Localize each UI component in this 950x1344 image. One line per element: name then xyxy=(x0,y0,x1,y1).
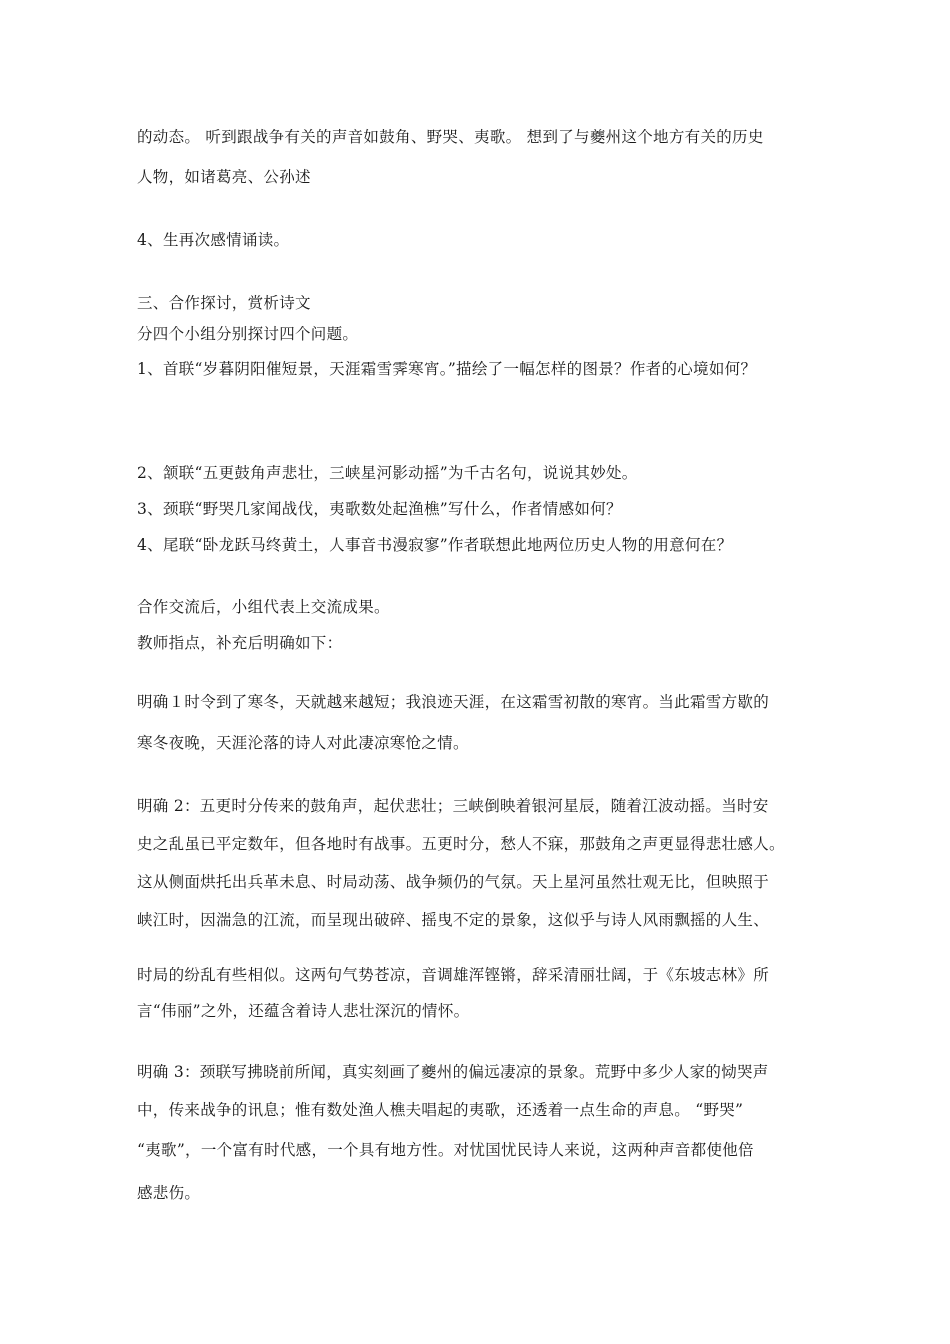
answer-paragraph-line: 中，传来战争的讯息；惟有数处渔人樵夫唱起的夷歌，还透着一点生命的声息。 “野哭” xyxy=(137,1101,744,1119)
text-line: 的动态。 听到跟战争有关的声音如鼓角、野哭、夷歌。 想到了与夔州这个地方有关的历史 xyxy=(137,128,764,146)
answer-paragraph-line: 明确１时令到了寒冬，天就越来越短；我浪迹天涯，在这霜雪初散的寒宵。当此霜雪方歇的 xyxy=(137,693,770,711)
answer-paragraph-line: 史之乱虽已平定数年，但各地时有战事。五更时分，愁人不寐，那鼓角之声更显得悲壮感人。 xyxy=(137,835,785,853)
text-line: 合作交流后，小组代表上交流成果。 xyxy=(137,598,390,616)
answer-paragraph-line: 言“伟丽”之外，还蕴含着诗人悲壮深沉的情怀。 xyxy=(137,1002,470,1020)
answer-paragraph-line: 感悲伤。 xyxy=(137,1184,201,1202)
text-line: 人物，如诸葛亮、公孙述 xyxy=(137,168,311,186)
text-line: 4、生再次感情诵读。 xyxy=(137,231,290,249)
answer-paragraph-line: 这从侧面烘托出兵革未息、时局动荡、战争频仍的气氛。天上星河虽然壮观无比，但映照于 xyxy=(137,873,770,891)
section-heading: 三、合作探讨，赏析诗文 xyxy=(137,294,311,312)
text-line: 教师指点，补充后明确如下： xyxy=(137,634,343,652)
answer-paragraph-line: 明确 2：五更时分传来的鼓角声，起伏悲壮；三峡倒映着银河星辰，随着江波动摇。当时安 xyxy=(137,797,769,815)
answer-paragraph-line: 峡江时，因湍急的江流，而呈现出破碎、摇曳不定的景象，这似乎与诗人风雨飘摇的人生、 xyxy=(137,911,770,929)
answer-paragraph-line: 明确 3：颈联写拂晓前所闻，真实刻画了夔州的偏远凄凉的景象。荒野中多少人家的恸哭声 xyxy=(137,1063,769,1081)
answer-paragraph-line: 寒冬夜晚，天涯沦落的诗人对此凄凉寒怆之情。 xyxy=(137,734,469,752)
answer-paragraph-line: “夷歌”，一个富有时代感，一个具有地方性。对忧国忧民诗人来说，这两种声音都使他倍 xyxy=(137,1141,754,1159)
answer-paragraph-line: 时局的纷乱有些相似。这两句气势苍凉，音调雄浑铿锵，辞采清丽壮阔，于《东坡志林》所 xyxy=(137,966,770,984)
question-item: 4、尾联“卧龙跃马终黄土，人事音书漫寂寥”作者联想此地两位历史人物的用意何在？ xyxy=(137,536,733,554)
question-item: 2、颔联“五更鼓角声悲壮，三峡星河影动摇”为千古名句，说说其妙处。 xyxy=(137,464,638,482)
question-item: 1、首联“岁暮阴阳催短景，天涯霜雪霁寒宵。”描绘了一幅怎样的图景？作者的心境如何？ xyxy=(137,360,757,378)
question-item: 3、颈联“野哭几家闻战伐，夷歌数处起渔樵”写什么，作者情感如何？ xyxy=(137,500,622,518)
text-line: 分四个小组分别探讨四个问题。 xyxy=(137,325,359,343)
